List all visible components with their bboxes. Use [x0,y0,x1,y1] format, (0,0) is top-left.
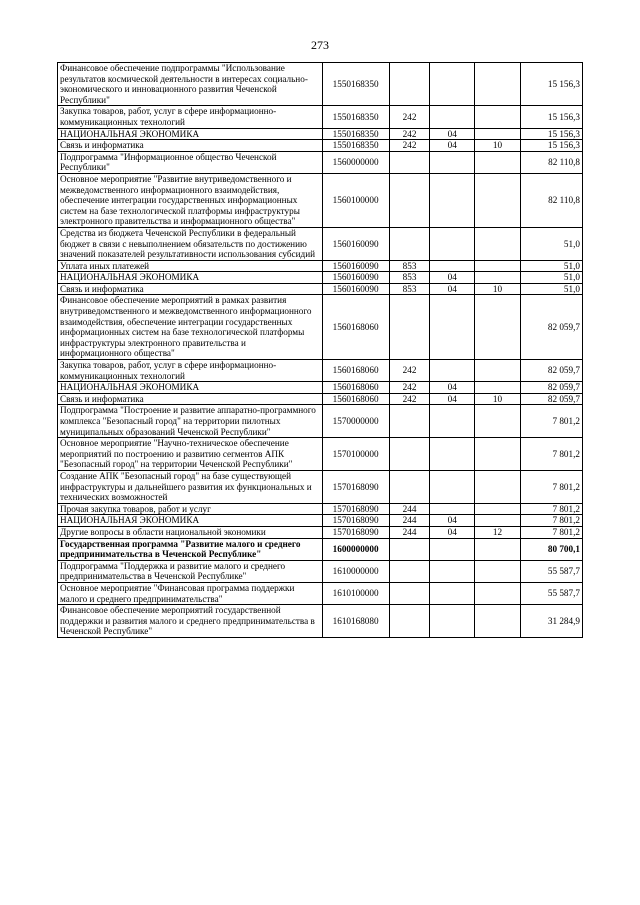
row-section-cell [430,227,475,260]
row-section-cell: 04 [430,272,475,284]
row-code-cell: 1570168090 [322,526,389,538]
row-subsection-cell [475,260,521,272]
row-expense-type-cell: 853 [389,283,430,295]
row-section-cell [430,560,475,582]
row-name-cell: НАЦИОНАЛЬНАЯ ЭКОНОМИКА [58,515,323,527]
table-row [58,272,583,284]
table-row [58,360,583,382]
row-sum-cell: 15 156,3 [520,63,582,106]
row-sum-cell: 51,0 [520,272,582,284]
row-sum-cell: 55 587,7 [520,582,582,604]
row-name-cell: Финансовое обеспечение подпрограммы "Использование результатов космической деятельности в интересах социально-экономического и инновационного развития Чеченской Республики" [58,63,323,106]
page-number: 273 [311,38,329,52]
row-section-cell: 04 [430,515,475,527]
row-code-cell: 1560168060 [322,295,389,360]
row-code-cell: 1560100000 [322,173,389,227]
row-section-cell [430,538,475,560]
row-code-cell: 1560160090 [322,272,389,284]
row-expense-type-cell [389,438,430,471]
row-code-cell: 1570168090 [322,503,389,515]
row-section-cell [430,106,475,128]
row-section-cell: 04 [430,393,475,405]
row-sum-cell: 51,0 [520,260,582,272]
row-name-cell: Связь и информатика [58,283,323,295]
row-expense-type-cell: 242 [389,382,430,394]
row-name-cell: Финансовое обеспечение мероприятий государственной поддержки и развития малого и среднего предпринимательства в Чеченской Республике" [58,605,323,638]
row-name-cell: НАЦИОНАЛЬНАЯ ЭКОНОМИКА [58,128,323,140]
row-subsection-cell [475,106,521,128]
row-code-cell: 1560000000 [322,151,389,173]
row-sum-cell: 7 801,2 [520,470,582,503]
row-expense-type-cell [389,582,430,604]
row-section-cell [430,63,475,106]
row-subsection-cell: 10 [475,393,521,405]
row-name-cell: Основное мероприятие "Научно-техническое обеспечение мероприятий по построению и развитию сегментов АПК "Безопасный город" на территории Чеченской Республики" [58,438,323,471]
row-sum-cell: 82 059,7 [520,393,582,405]
table-row [58,405,583,438]
row-name-cell: Связь и информатика [58,393,323,405]
row-code-cell: 1610000000 [322,560,389,582]
row-code-cell: 1570100000 [322,438,389,471]
row-subsection-cell: 10 [475,283,521,295]
table-row [58,560,583,582]
row-section-cell: 04 [430,283,475,295]
row-code-cell: 1570168090 [322,515,389,527]
row-name-cell: Подпрограмма "Поддержка и развитие малого и среднего предпринимательства в Чеченской Республике" [58,560,323,582]
row-code-cell: 1550168350 [322,140,389,152]
row-subsection-cell [475,560,521,582]
row-code-cell: 1560168060 [322,360,389,382]
row-name-cell: Подпрограмма "Построение и развитие аппаратно-программного комплекса "Безопасный город" на территории пилотных муниципальных образований Чеченской Республики" [58,405,323,438]
row-subsection-cell [475,173,521,227]
row-name-cell: Основное мероприятие "Развитие внутриведомственного и межведомственного информационного взаимодействия, обеспечение интеграции государственных информационных систем на базе технологической платформы инфраструктуры электронного правительства и информационного общества" [58,173,323,227]
table-row [58,503,583,515]
row-name-cell: НАЦИОНАЛЬНАЯ ЭКОНОМИКА [58,272,323,284]
row-sum-cell: 7 801,2 [520,526,582,538]
row-name-cell: Закупка товаров, работ, услуг в сфере информационно-коммуникационных технологий [58,360,323,382]
row-expense-type-cell: 244 [389,503,430,515]
row-subsection-cell [475,360,521,382]
row-name-cell: Прочая закупка товаров, работ и услуг [58,503,323,515]
row-subsection-cell [475,438,521,471]
row-subsection-cell [475,272,521,284]
row-sum-cell: 15 156,3 [520,128,582,140]
table-row [58,63,583,106]
budget-table [57,62,583,638]
row-code-cell: 1570168090 [322,470,389,503]
row-sum-cell: 7 801,2 [520,515,582,527]
row-sum-cell: 82 110,8 [520,173,582,227]
row-section-cell: 04 [430,526,475,538]
row-code-cell: 1550168350 [322,106,389,128]
row-code-cell: 1610100000 [322,582,389,604]
table-row [58,393,583,405]
table-row [58,438,583,471]
row-sum-cell: 82 059,7 [520,360,582,382]
row-subsection-cell [475,582,521,604]
row-subsection-cell: 10 [475,140,521,152]
row-subsection-cell [475,151,521,173]
row-section-cell [430,295,475,360]
row-subsection-cell: 12 [475,526,521,538]
row-name-cell: Закупка товаров, работ, услуг в сфере информационно-коммуникационных технологий [58,106,323,128]
row-sum-cell: 51,0 [520,227,582,260]
row-subsection-cell [475,295,521,360]
row-section-cell [430,151,475,173]
row-name-cell: Создание АПК "Безопасный город" на базе существующей инфраструктуры и дальнейшего развития их функциональных и технических возможностей [58,470,323,503]
table-row [58,515,583,527]
row-section-cell [430,260,475,272]
row-code-cell: 1560168060 [322,382,389,394]
table-row [58,295,583,360]
row-expense-type-cell: 853 [389,260,430,272]
row-expense-type-cell [389,405,430,438]
row-expense-type-cell [389,63,430,106]
row-subsection-cell [475,538,521,560]
row-expense-type-cell [389,538,430,560]
row-subsection-cell [475,470,521,503]
table-row [58,227,583,260]
row-section-cell [430,438,475,471]
row-section-cell [430,173,475,227]
table-row [58,538,583,560]
row-sum-cell: 80 700,1 [520,538,582,560]
row-name-cell: Другие вопросы в области национальной экономики [58,526,323,538]
row-code-cell: 1610168080 [322,605,389,638]
table-row [58,526,583,538]
row-sum-cell: 15 156,3 [520,140,582,152]
row-section-cell [430,360,475,382]
row-section-cell: 04 [430,128,475,140]
row-expense-type-cell: 244 [389,526,430,538]
row-code-cell: 1600000000 [322,538,389,560]
row-subsection-cell [475,63,521,106]
row-expense-type-cell [389,173,430,227]
row-expense-type-cell [389,227,430,260]
row-section-cell [430,582,475,604]
row-name-cell: Основное мероприятие "Финансовая программа поддержки малого и среднего предпринимательства" [58,582,323,604]
row-code-cell: 1550168350 [322,63,389,106]
table-row [58,140,583,152]
row-name-cell: Подпрограмма "Информационное общество Чеченской Республики" [58,151,323,173]
row-expense-type-cell [389,470,430,503]
row-code-cell: 1550168350 [322,128,389,140]
row-expense-type-cell: 242 [389,128,430,140]
row-sum-cell: 82 110,8 [520,151,582,173]
row-expense-type-cell [389,295,430,360]
row-sum-cell: 82 059,7 [520,382,582,394]
row-code-cell: 1560160090 [322,260,389,272]
row-subsection-cell [475,515,521,527]
row-name-cell: Связь и информатика [58,140,323,152]
row-expense-type-cell [389,151,430,173]
table-row [58,260,583,272]
row-sum-cell: 15 156,3 [520,106,582,128]
row-section-cell [430,503,475,515]
row-expense-type-cell: 244 [389,515,430,527]
row-subsection-cell [475,405,521,438]
row-subsection-cell [475,128,521,140]
row-expense-type-cell: 853 [389,272,430,284]
row-sum-cell: 7 801,2 [520,503,582,515]
row-subsection-cell [475,382,521,394]
row-sum-cell: 7 801,2 [520,405,582,438]
row-section-cell: 04 [430,140,475,152]
row-name-cell: Средства из бюджета Чеченской Республики в федеральный бюджет в связи с невыполнением обязательств по достижению значений показателей результативности использования субсидий [58,227,323,260]
table-row [58,128,583,140]
table-row [58,283,583,295]
row-expense-type-cell [389,560,430,582]
row-code-cell: 1560160090 [322,283,389,295]
row-subsection-cell [475,227,521,260]
row-section-cell [430,470,475,503]
table-row [58,382,583,394]
row-section-cell: 04 [430,382,475,394]
table-row [58,151,583,173]
row-expense-type-cell: 242 [389,140,430,152]
row-name-cell: Уплата иных платежей [58,260,323,272]
row-sum-cell: 7 801,2 [520,438,582,471]
row-name-cell: НАЦИОНАЛЬНАЯ ЭКОНОМИКА [58,382,323,394]
row-code-cell: 1570000000 [322,405,389,438]
table-row [58,582,583,604]
row-expense-type-cell: 242 [389,106,430,128]
row-expense-type-cell: 242 [389,393,430,405]
row-sum-cell: 82 059,7 [520,295,582,360]
table-row [58,106,583,128]
row-expense-type-cell: 242 [389,360,430,382]
row-expense-type-cell [389,605,430,638]
row-name-cell: Государственная программа "Развитие малого и среднего предпринимательства в Чеченской Республике" [58,538,323,560]
row-code-cell: 1560160090 [322,227,389,260]
row-sum-cell: 51,0 [520,283,582,295]
row-sum-cell: 31 284,9 [520,605,582,638]
row-name-cell: Финансовое обеспечение мероприятий в рамках развития внутриведомственного и межведомственного информационного взаимодействия, обеспечение интеграции государственных информационных систем на базе технологической платформы инфраструктуры электронного правительства и информационного общества" [58,295,323,360]
row-subsection-cell [475,605,521,638]
row-subsection-cell [475,503,521,515]
budget-table-body [58,63,583,638]
row-code-cell: 1560168060 [322,393,389,405]
row-sum-cell: 55 587,7 [520,560,582,582]
table-row [58,173,583,227]
table-row [58,605,583,638]
row-section-cell [430,405,475,438]
table-row [58,470,583,503]
row-section-cell [430,605,475,638]
